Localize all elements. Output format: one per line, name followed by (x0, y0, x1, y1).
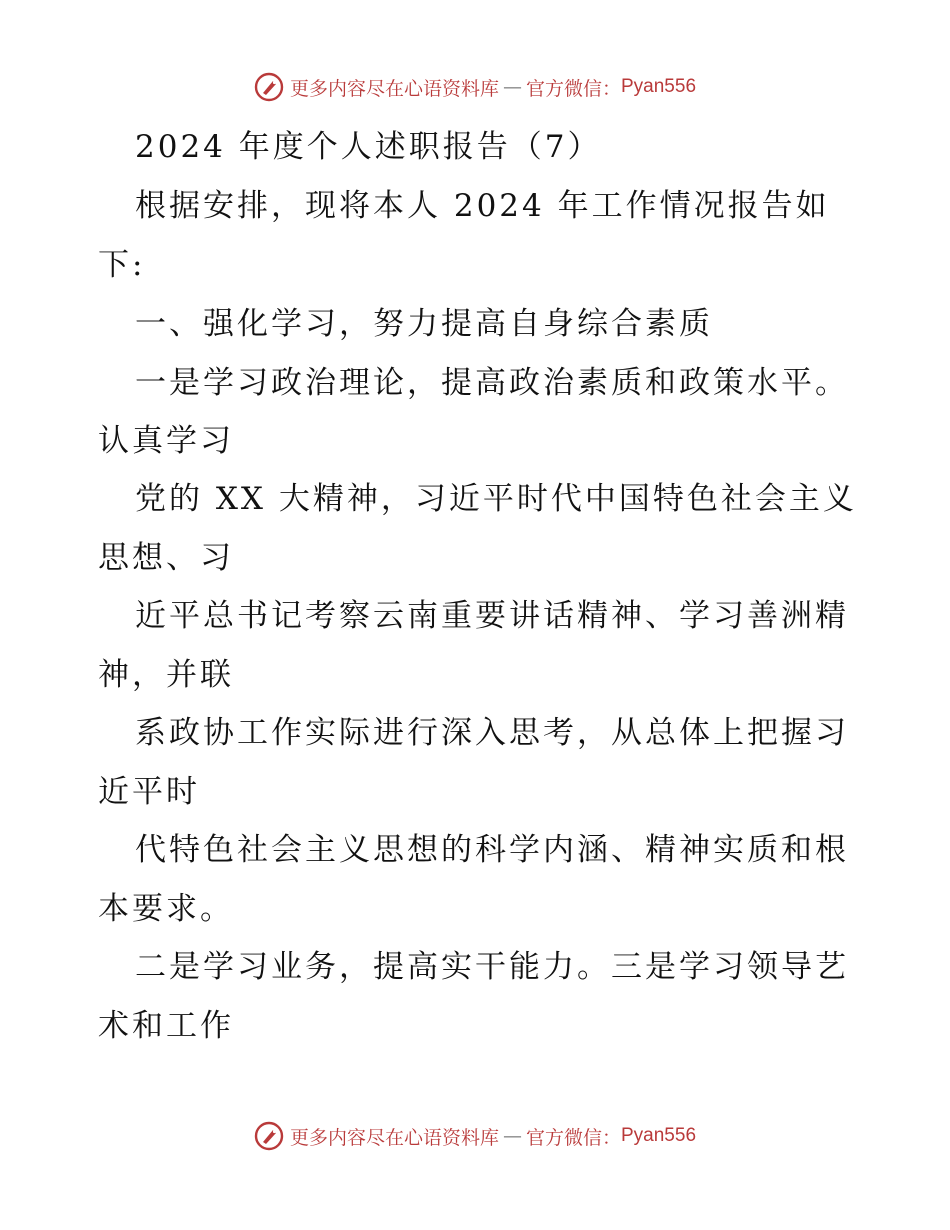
paragraph-line: 下: (98, 247, 146, 283)
banner-wechat-id: Pyan556 (621, 1125, 697, 1146)
section-heading: 一、强化学习，努力提高自身综合素质 (135, 306, 713, 342)
document-title: 2024 年度个人述职报告（7） (135, 129, 602, 165)
paragraph-line: 党的 XX 大精神，习近平时代中国特色社会主义 (135, 481, 857, 517)
banner-wechat-label: 官方微信： (525, 1126, 621, 1149)
paragraph-line: 术和工作 (98, 1008, 234, 1044)
banner-text: 更多内容尽在心语资料库 (289, 1126, 499, 1149)
paragraph-line: 思想、习 (98, 540, 234, 576)
paragraph-line: 近平总书记考察云南重要讲话精神、学习善洲精 (135, 598, 849, 634)
pen-nib-logo-icon (254, 72, 284, 102)
header-banner (0, 72, 950, 102)
paragraph-line: 认真学习 (98, 423, 234, 459)
banner-separator: — (502, 1125, 522, 1147)
paragraph-line: 代特色社会主义思想的科学内涵、精神实质和根 (135, 832, 849, 868)
paragraph-line: 本要求。 (98, 891, 234, 927)
banner-wechat-label: 官方微信： (525, 77, 621, 100)
paragraph-line: 一是学习政治理论，提高政治素质和政策水平。 (135, 365, 849, 401)
pen-nib-logo-icon (254, 1121, 284, 1151)
banner-text: 更多内容尽在心语资料库 (289, 77, 499, 100)
paragraph-line: 近平时 (98, 774, 200, 810)
paragraph-line: 神，并联 (98, 657, 234, 693)
banner-wechat-id: Pyan556 (621, 76, 697, 97)
paragraph-line: 二是学习业务，提高实干能力。三是学习领导艺 (135, 949, 849, 985)
paragraph-line: 系政协工作实际进行深入思考，从总体上把握习 (135, 715, 849, 751)
footer-banner (0, 1121, 950, 1151)
banner-separator: — (502, 76, 522, 98)
paragraph-line: 根据安排，现将本人 2024 年工作情况报告如 (135, 188, 830, 224)
